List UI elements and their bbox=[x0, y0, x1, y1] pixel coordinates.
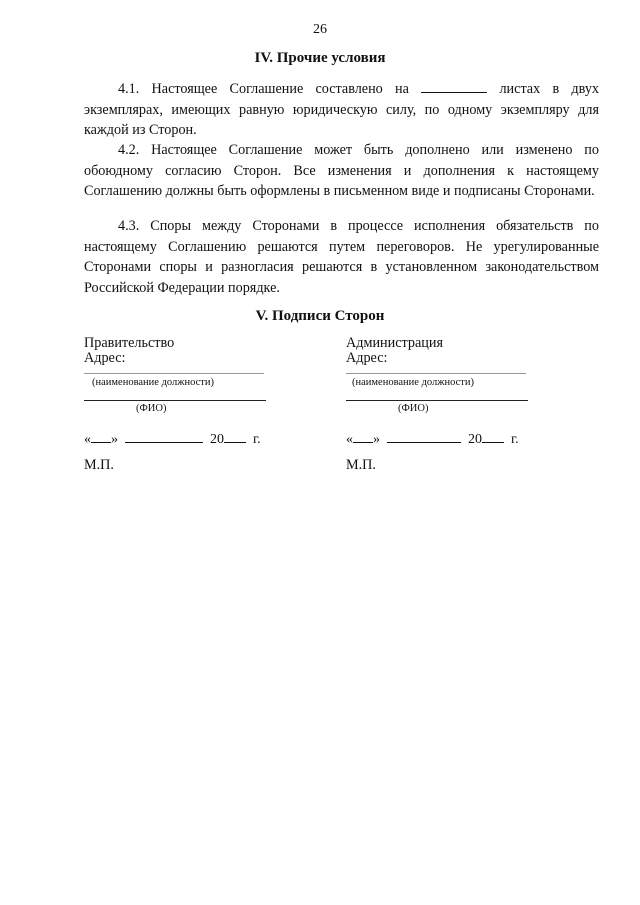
date-quote-close-right: » bbox=[373, 432, 380, 447]
name-line-left bbox=[84, 400, 266, 401]
stamp-label-right: М.П. bbox=[346, 457, 376, 473]
date-quote-close-left: » bbox=[111, 432, 118, 447]
year-suffix-left: г. bbox=[253, 432, 261, 447]
section-title-signatures: V. Подписи Сторон bbox=[255, 308, 385, 324]
stamp-label-left: М.П. bbox=[84, 457, 114, 473]
year-blank-right bbox=[482, 430, 504, 443]
year-prefix-left: 20 bbox=[210, 432, 224, 447]
address-label-right: Адрес: bbox=[346, 350, 388, 366]
address-line-right bbox=[346, 373, 526, 374]
date-line-left bbox=[84, 430, 261, 448]
address-label-left: Адрес: bbox=[84, 350, 126, 366]
date-line-right bbox=[346, 430, 519, 448]
party-name-left: Правительство bbox=[84, 335, 175, 351]
name-caption-left: (ФИО) bbox=[136, 403, 167, 414]
page-number: 26 bbox=[313, 22, 327, 37]
section-title-other-terms: IV. Прочие условия bbox=[254, 50, 386, 66]
month-blank-right bbox=[387, 430, 461, 443]
year-blank-left bbox=[224, 430, 246, 443]
name-caption-right: (ФИО) bbox=[398, 403, 429, 414]
year-prefix-right: 20 bbox=[468, 432, 482, 447]
position-caption-right: (наименование должности) bbox=[352, 377, 475, 388]
paragraph-4-1-end: листах в двух экземплярах, имеющих равную юридическую силу, по одному экземпляру для каждой из Сторон. bbox=[84, 81, 600, 139]
sheet-count-blank bbox=[421, 80, 487, 93]
paragraph-4-1 bbox=[84, 79, 599, 141]
position-caption-left: (наименование должности) bbox=[92, 377, 215, 388]
year-suffix-right: г. bbox=[511, 432, 519, 447]
date-quote-open-right: « bbox=[346, 432, 353, 447]
month-blank-left bbox=[125, 430, 203, 443]
paragraph-4-3: 4.3. Споры между Сторонами в процессе исполнения обязательств по настоящему Соглашению решаются путем переговоров. Не урегулированные Сторонами споры и разногласия решаются в установленном законодательством Российской Федерации порядке. bbox=[84, 218, 599, 296]
paragraph-4-2: 4.2. Настоящее Соглашение может быть дополнено или изменено по обоюдному согласию Сторон. Все изменения и дополнения к настоящему Соглашению должны быть оформлены в письменном виде и подписаны Сторонами. bbox=[84, 142, 599, 200]
paragraph-4-1-start: 4.1. Настоящее Соглашение составлено на bbox=[118, 81, 409, 97]
day-blank-right bbox=[353, 430, 373, 443]
day-blank-left bbox=[91, 430, 111, 443]
signature-block-left bbox=[84, 336, 284, 366]
signature-block-right bbox=[346, 336, 546, 366]
date-quote-open-left: « bbox=[84, 432, 91, 447]
name-line-right bbox=[346, 400, 528, 401]
party-name-right: Администрация bbox=[346, 335, 443, 351]
address-line-left bbox=[84, 373, 264, 374]
